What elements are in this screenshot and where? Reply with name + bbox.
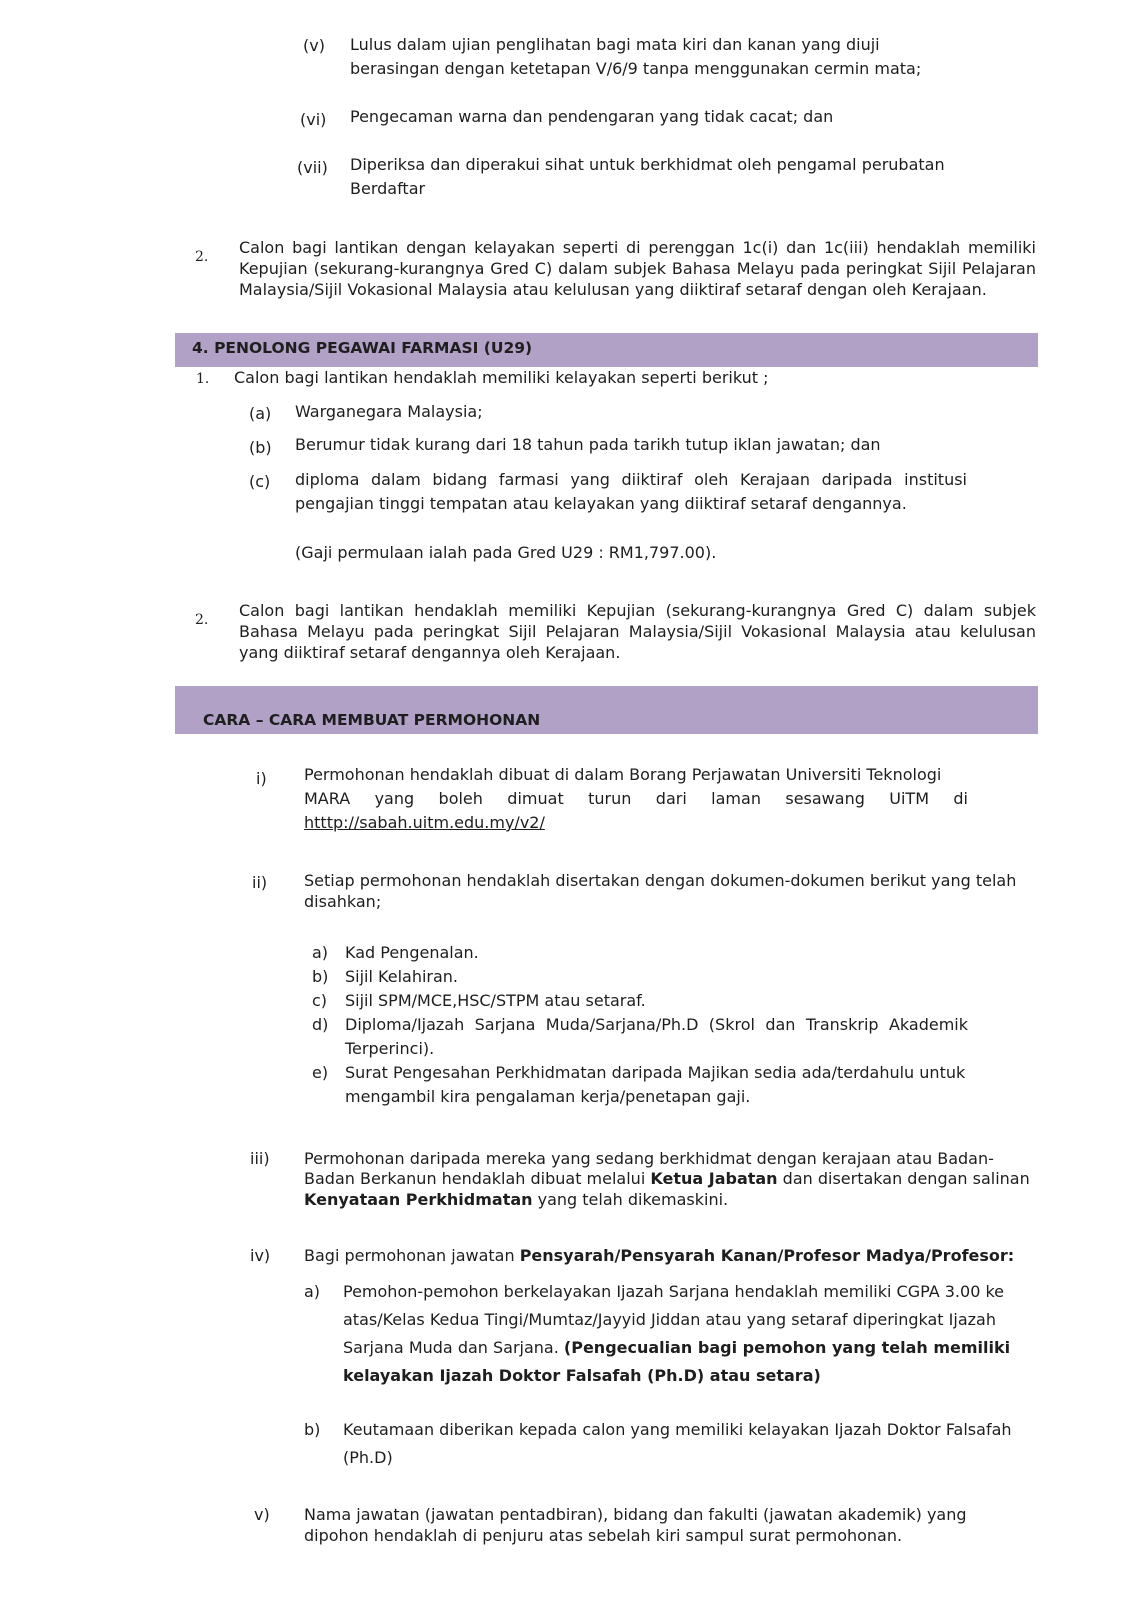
list-text: Nama jawatan (jawatan pentadbiran), bidang dan fakulti (jawatan akademik) yang — [304, 1505, 967, 1524]
list-text: Kad Pengenalan. — [345, 943, 479, 962]
text-run-bold: (Pengecualian bagi pemohon yang telah memiliki — [563, 1338, 1011, 1357]
list-text — [343, 1336, 1010, 1360]
paragraph-line: yang diiktiraf setaraf dengannya oleh Kerajaan. — [239, 643, 621, 662]
list-text: Berumur tidak kurang dari 18 tahun pada tarikh tutup iklan jawatan; dan — [295, 435, 881, 454]
list-marker: (b) — [249, 438, 272, 457]
list-text: Sijil Kelahiran. — [345, 967, 459, 986]
section-header-bar — [175, 333, 1038, 367]
list-marker: b) — [304, 1420, 321, 1439]
text-run: yang telah dikemaskini. — [532, 1190, 729, 1209]
list-text: diploma dalam bidang farmasi yang diiktiraf oleh Kerajaan daripada institusi — [295, 470, 967, 489]
list-marker: d) — [312, 1015, 329, 1034]
text-run: Bagi permohonan jawatan — [304, 1246, 520, 1265]
list-text: Permohonan daripada mereka yang sedang berkhidmat dengan kerajaan atau Badan- — [304, 1149, 994, 1168]
list-text: Terperinci). — [345, 1039, 435, 1058]
list-text: atas/Kelas Kedua Tingi/Mumtaz/Jayyid Jiddan atau yang setaraf diperingkat Ijazah — [343, 1310, 996, 1329]
list-marker: (a) — [249, 404, 272, 423]
list-marker: c) — [312, 991, 328, 1010]
section-title: CARA – CARA MEMBUAT PERMOHONAN — [203, 711, 541, 729]
paragraph-line: Bahasa Melayu pada peringkat Sijil Pelajaran Malaysia/Sijil Vokasional Malaysia atau kelulusan — [239, 622, 1036, 641]
section-header-bar — [175, 686, 1038, 734]
list-text: Diperiksa dan diperakui sihat untuk berkhidmat oleh pengamal perubatan — [350, 155, 945, 174]
paragraph-line: Malaysia/Sijil Vokasional Malaysia atau kelulusan yang diiktiraf setaraf dengan oleh Kerajaan. — [239, 280, 987, 299]
list-marker: e) — [312, 1063, 329, 1082]
list-marker: b) — [312, 967, 329, 986]
list-text: mengambil kira pengalaman kerja/penetapan gaji. — [345, 1087, 751, 1106]
list-marker: (v) — [303, 36, 325, 55]
list-marker: (vii) — [297, 158, 328, 177]
salary-note: (Gaji permulaan ialah pada Gred U29 : RM1,797.00). — [295, 543, 717, 562]
list-text: MARA yang boleh dimuat turun dari laman sesawang UiTM di — [304, 789, 968, 808]
list-marker: iii) — [250, 1149, 270, 1168]
list-text: Berdaftar — [350, 179, 426, 198]
uitm-website-link[interactable]: htttp://sabah.uitm.edu.my/v2/ — [304, 813, 545, 832]
list-text: Keutamaan diberikan kepada calon yang memiliki kelayakan Ijazah Doktor Falsafah — [343, 1420, 1012, 1439]
paragraph-number: 2. — [195, 249, 209, 265]
paragraph-text: Calon bagi lantikan hendaklah memiliki kelayakan seperti berikut ; — [234, 368, 769, 387]
list-text: pengajian tinggi tempatan atau kelayakan yang diiktiraf setaraf dengannya. — [295, 494, 907, 513]
section-title: 4. PENOLONG PEGAWAI FARMASI (U29) — [192, 339, 533, 357]
list-marker: (c) — [249, 472, 271, 491]
list-text — [304, 1244, 1014, 1268]
list-text: Pemohon-pemohon berkelayakan Ijazah Sarjana hendaklah memiliki CGPA 3.00 ke — [343, 1282, 1004, 1301]
text-run-bold: Kenyataan Perkhidmatan — [304, 1190, 533, 1209]
list-text: berasingan dengan ketetapan V/6/9 tanpa menggunakan cermin mata; — [350, 59, 922, 78]
list-text: Pengecaman warna dan pendengaran yang tidak cacat; dan — [350, 107, 834, 126]
list-text: dipohon hendaklah di penjuru atas sebelah kiri sampul surat permohonan. — [304, 1526, 903, 1545]
list-text: (Ph.D) — [343, 1448, 393, 1467]
text-run: Badan Berkanun hendaklah dibuat melalui — [304, 1169, 651, 1188]
list-marker: (vi) — [300, 110, 327, 129]
list-text: Diploma/Ijazah Sarjana Muda/Sarjana/Ph.D (Skrol dan Transkrip Akademik — [345, 1015, 968, 1034]
list-marker: iv) — [250, 1246, 271, 1265]
list-text: Setiap permohonan hendaklah disertakan dengan dokumen-dokumen berikut yang telah — [304, 871, 1017, 890]
list-text: Surat Pengesahan Perkhidmatan daripada Majikan sedia ada/terdahulu untuk — [345, 1063, 966, 1082]
list-marker: a) — [312, 943, 329, 962]
list-marker: i) — [256, 769, 267, 788]
list-marker: v) — [254, 1505, 270, 1524]
paragraph-number: 2. — [195, 612, 209, 628]
list-text: Permohonan hendaklah dibuat di dalam Borang Perjawatan Universiti Teknologi — [304, 765, 942, 784]
list-text: Lulus dalam ujian penglihatan bagi mata kiri dan kanan yang diuji — [350, 35, 880, 54]
paragraph-line: Kepujian (sekurang-kurangnya Gred C) dalam subjek Bahasa Melayu pada peringkat Sijil Pelajaran — [239, 259, 1036, 278]
paragraph-number: 1. — [196, 371, 210, 387]
list-text: disahkan; — [304, 892, 382, 911]
list-text: Warganegara Malaysia; — [295, 402, 483, 421]
text-run: dan disertakan dengan salinan — [777, 1169, 1030, 1188]
text-run-bold: Ketua Jabatan — [650, 1169, 778, 1188]
paragraph-line: Calon bagi lantikan hendaklah memiliki Kepujian (sekurang-kurangnya Gred C) dalam subjek — [239, 601, 1036, 620]
paragraph-line: Calon bagi lantikan dengan kelayakan seperti di perenggan 1c(i) dan 1c(iii) hendaklah memiliki — [239, 238, 1036, 257]
text-run: Sarjana Muda dan Sarjana. — [343, 1338, 564, 1357]
list-text — [304, 1188, 728, 1212]
list-marker: a) — [304, 1282, 321, 1301]
list-marker: ii) — [252, 873, 268, 892]
list-text: Sijil SPM/MCE,HSC/STPM atau setaraf. — [345, 991, 646, 1010]
text-run-bold: Pensyarah/Pensyarah Kanan/Profesor Madya/Profesor: — [519, 1246, 1015, 1265]
list-text: kelayakan Ijazah Doktor Falsafah (Ph.D) atau setara) — [343, 1366, 821, 1385]
